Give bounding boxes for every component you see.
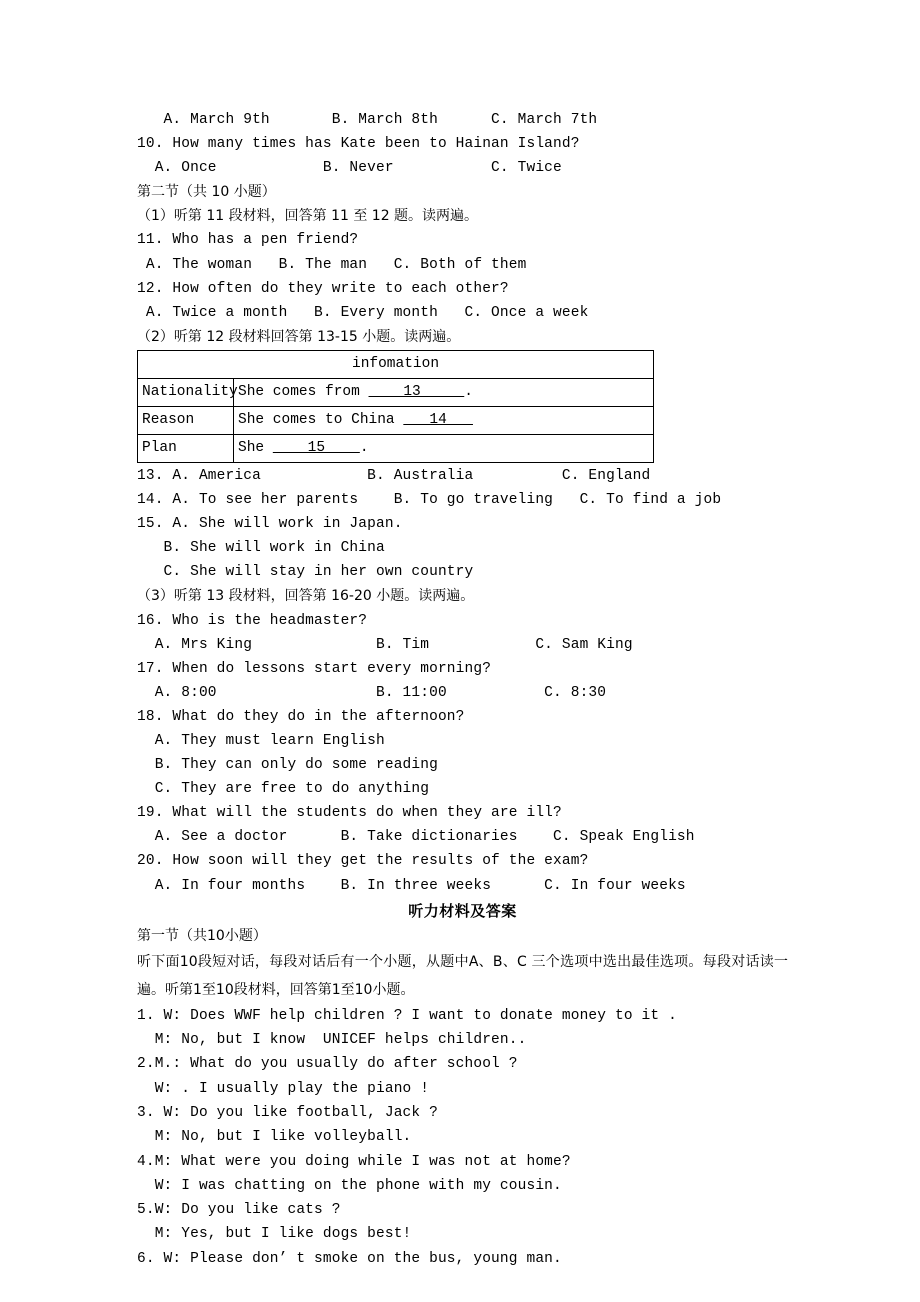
cell-text-suffix: . <box>464 383 473 400</box>
question-19-options: A. See a doctor B. Take dictionaries C. Speak English <box>137 829 695 846</box>
script-line: W: I was chatting on the phone with my cousin. <box>137 1177 562 1194</box>
question-9-options: A. March 9th B. March 8th C. March 7th <box>137 112 598 128</box>
answer-blank-15: 15 <box>272 439 360 456</box>
question-13-options: 13. A. America B. Australia C. England <box>137 467 651 484</box>
cell-text-suffix: . <box>359 439 369 456</box>
script-line: W: . I usually play the piano ! <box>137 1080 430 1097</box>
question-12-stem: 12. How often do they write to each other? <box>137 280 509 297</box>
question-16-options: A. Mrs King B. Tim C. Sam King <box>137 636 633 653</box>
question-14-options: 14. A. To see her parents B. To go traveling C. To find a job <box>137 492 722 509</box>
question-12-options: A. Twice a month B. Every month C. Once a week <box>137 304 589 321</box>
script-line: M: No, but I like volleyball. <box>137 1129 412 1146</box>
script-line: 3. W: Do you like football, Jack ? <box>137 1104 438 1121</box>
answer-blank-13: 13 <box>368 383 465 400</box>
table-cell-value <box>234 434 654 462</box>
table-row <box>138 434 654 462</box>
table-cell-value <box>234 378 654 406</box>
listening-script-lines <box>137 1004 788 1271</box>
answer-blank-14: 14 <box>403 411 473 428</box>
question-11-stem: 11. Who has a pen friend? <box>137 232 359 249</box>
table-row <box>138 378 654 406</box>
question-15-option-a: 15. A. She will work in Japan. <box>137 516 403 533</box>
script-line: M: No, but I know UNICEF helps children.. <box>137 1032 527 1049</box>
material-12-intro: （2）听第 12 段材料回答第 13-15 小题。读两遍。 <box>137 328 461 345</box>
cell-text-prefix: She comes from <box>238 383 369 400</box>
script-line: 5.W: Do you like cats ? <box>137 1202 341 1219</box>
question-17-stem: 17. When do lessons start every morning? <box>137 660 492 677</box>
question-18-option-a: A. They must learn English <box>137 732 385 749</box>
script-line: 2.M.: What do you usually do after school ? <box>137 1056 518 1073</box>
table-row <box>138 406 654 434</box>
question-15-option-c: C. She will stay in her own country <box>137 564 474 581</box>
cell-text-prefix: She comes to China <box>238 411 404 428</box>
question-10-options: A. Once B. Never C. Twice <box>137 160 562 177</box>
table-cell-label: Plan <box>138 434 234 462</box>
script-line: 4.M: What were you doing while I was not at home? <box>137 1153 571 1170</box>
question-18-stem: 18. What do they do in the afternoon? <box>137 708 465 725</box>
question-18-option-c: C. They are free to do anything <box>137 781 430 798</box>
table-row-header <box>138 350 654 378</box>
question-10-stem: 10. How many times has Kate been to Hainan Island? <box>137 136 580 153</box>
script-line: 1. W: Does WWF help children ? I want to donate money to it . <box>137 1007 677 1024</box>
question-18-option-b: B. They can only do some reading <box>137 757 438 774</box>
script-line: M: Yes, but I like dogs best! <box>137 1226 412 1243</box>
question-15-option-b: B. She will work in China <box>137 540 385 557</box>
question-20-options: A. In four months B. In three weeks C. In four weeks <box>137 877 686 894</box>
material-13-intro: （3）听第 13 段材料，回答第 16-20 小题。读两遍。 <box>137 588 475 605</box>
question-17-options: A. 8:00 B. 11:00 C. 8:30 <box>137 684 607 701</box>
exam-page <box>137 108 788 1271</box>
listening-instructions: 听下面10段短对话，每段对话后有一个小题，从题中A、B、C 三个选项中选出最佳选项。每段对话读一遍。听第1至10段材料，回答第1至10小题。 <box>137 953 788 998</box>
table-cell-label: Nationality <box>138 378 234 406</box>
table-header-cell: infomation <box>138 350 654 378</box>
table-cell-value <box>234 406 654 434</box>
question-19-stem: 19. What will the students do when they are ill? <box>137 805 562 822</box>
section-two-header: 第二节（共 10 小题） <box>137 184 276 201</box>
table-cell-label: Reason <box>138 406 234 434</box>
cell-text-prefix: She <box>238 439 273 456</box>
material-11-intro: （1）听第 11 段材料，回答第 11 至 12 题。读两遍。 <box>137 208 479 225</box>
information-table <box>137 350 654 463</box>
question-20-stem: 20. How soon will they get the results of the exam? <box>137 853 589 870</box>
listening-materials-heading: 听力材料及答案 <box>408 901 517 920</box>
script-line: 6. W: Please don’ t smoke on the bus, young man. <box>137 1250 562 1267</box>
question-11-options: A. The woman B. The man C. Both of them <box>137 256 527 273</box>
question-16-stem: 16. Who is the headmaster? <box>137 612 368 629</box>
section-one-header: 第一节（共10小题） <box>137 927 267 944</box>
